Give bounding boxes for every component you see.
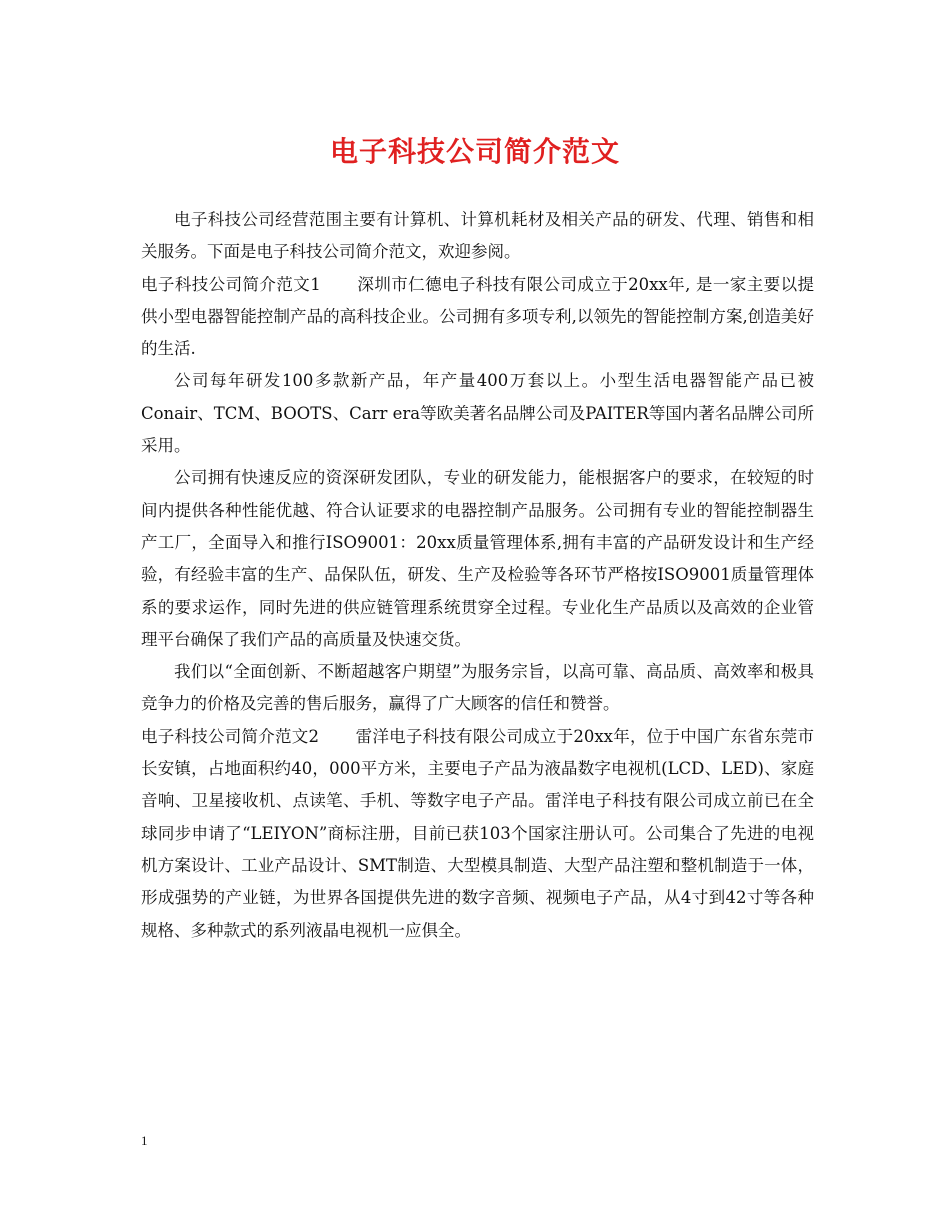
section-1-label: 电子科技公司简介范文1 bbox=[141, 274, 321, 294]
page-number: 1 bbox=[141, 1133, 148, 1148]
section-1-paragraph-4: 我们以“全面创新、不断超越客户期望”为服务宗旨，以高可靠、高品质、高效率和极具竞争力的价格及完善的售后服务，赢得了广大顾客的信任和赞誉。 bbox=[141, 662, 814, 714]
section-1-first-paragraph bbox=[141, 269, 814, 366]
document-body bbox=[141, 204, 814, 947]
section-1-paragraph-3: 公司拥有快速反应的资深研发团队，专业的研发能力，能根据客户的要求，在较短的时间内提供各种性能优越、符合认证要求的电器控制产品服务。公司拥有专业的智能控制器生产工厂，全面导入和推行ISO9001：20xx质量管理体系,拥有丰富的产品研发设计和生产经验，有经验丰富的生产、品保队伍，研发、生产及检验等各环节严格按ISO9001质量管理体系的要求运作，同时先进的供应链管理系统贯穿全过程。专业化生产品质以及高效的企业管理平台确保了我们产品的高质量及快速交货。 bbox=[141, 468, 814, 649]
section-2-label: 电子科技公司简介范文2 bbox=[141, 726, 320, 746]
document-title: 电子科技公司简介范文 bbox=[329, 135, 620, 168]
section-2-paragraph-1: 雷洋电子科技有限公司成立于20xx年，位于中国广东省东莞市长安镇，占地面积约40，000平方米，主要电子产品为液晶数字电视机(LCD、LED)、家庭音响、卫星接收机、点读笔、手机、等数字电子产品。雷洋电子科技有限公司成立前已在全球同步申请了“LEIYON”商标注册，目前已获103个国家注册认可。公司集合了先进的电视机方案设计、工业产品设计、SMT制造、大型模具制造、大型产品注塑和整机制造于一体，形成强势的产业链，为世界各国提供先进的数字音频、视频电子产品，从4寸到42寸等各种规格、多种款式的系列液晶电视机一应俱全。 bbox=[141, 726, 815, 940]
section-1-paragraph-2: 公司每年研发100多款新产品，年产量400万套以上。小型生活电器智能产品已被Conair、TCM、BOOTS、Carr era等欧美著名品牌公司及PAITER等国内著名品牌公司所采用。 bbox=[141, 371, 814, 456]
intro-paragraph: 电子科技公司经营范围主要有计算机、计算机耗材及相关产品的研发、代理、销售和相关服务。下面是电子科技公司简介范文，欢迎参阅。 bbox=[141, 210, 814, 262]
section-1-paragraph-1: 深圳市仁德电子科技有限公司成立于20xx年, 是一家主要以提供小型电器智能控制产品的高科技企业。公司拥有多项专利,以领先的智能控制方案,创造美好的生活. bbox=[141, 274, 814, 359]
section-2-first-paragraph bbox=[141, 721, 814, 947]
